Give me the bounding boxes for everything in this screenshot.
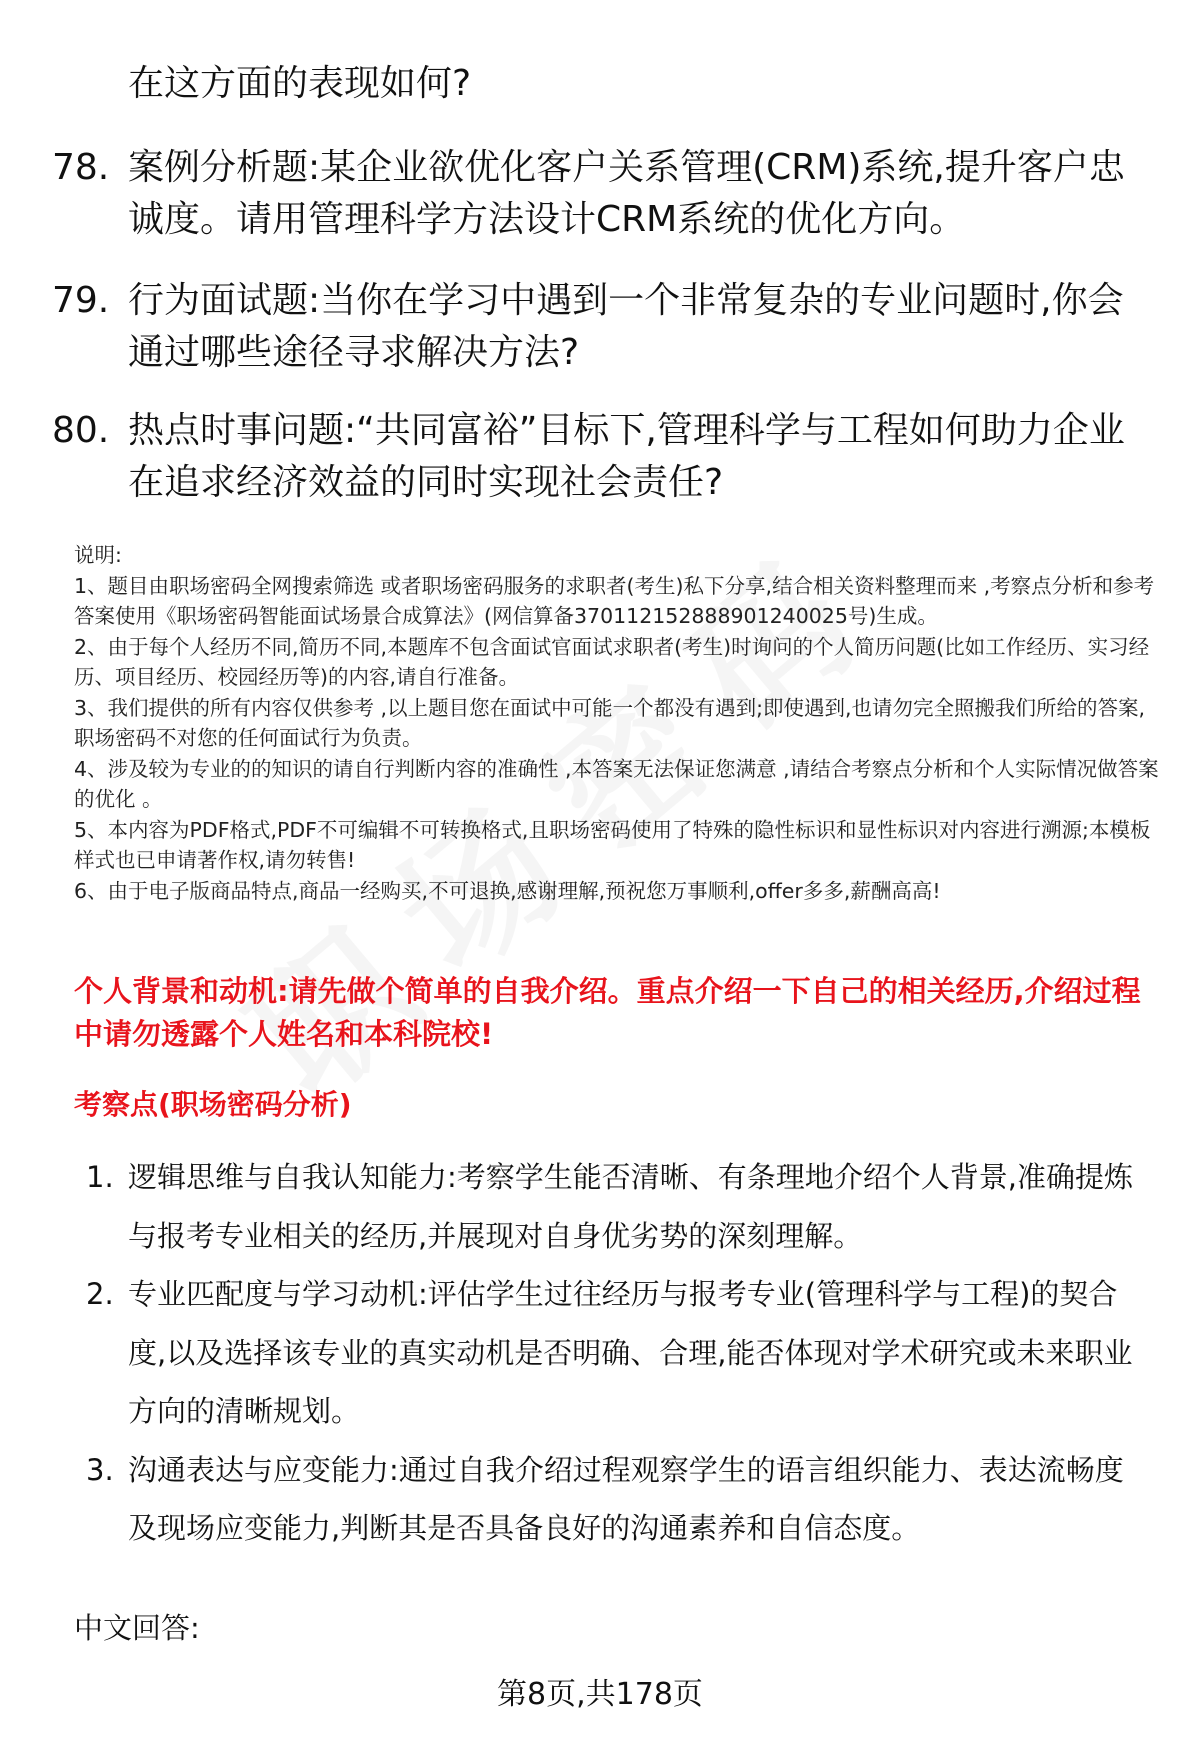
question-77-continuation: 在这方面的表现如何? <box>128 63 472 104</box>
question-number: 78. <box>52 147 110 188</box>
list-item <box>0 1148 1200 1265</box>
notes-item: 4、涉及较为专业的的知识的请自行判断内容的准确性 ,本答案无法保证您满意 ,请结合考察点分析和个人实际情况做答案的优化 。 <box>74 756 1159 811</box>
intro-question-heading: 个人背景和动机:请先做个简单的自我介绍。重点介绍一下自己的相关经历,介绍过程中请勿透露个人姓名和本科院校! <box>74 974 1141 1051</box>
list-item-number: 3. <box>86 1452 114 1487</box>
notes-item: 6、由于电子版商品特点,商品一经购买,不可退换,感谢理解,预祝您万事顺利,offer多多,薪酬高高! <box>74 878 941 903</box>
list-item <box>0 1441 1200 1558</box>
list-item-text: 专业匹配度与学习动机:评估学生过往经历与报考专业(管理科学与工程)的契合度,以及选择该专业的真实动机是否明确、合理,能否体现对学术研究或未来职业方向的清晰规划。 <box>128 1277 1133 1428</box>
notes-title: 说明: <box>74 543 122 567</box>
list-item-text: 逻辑思维与自我认知能力:考察学生能否清晰、有条理地介绍个人背景,准确提炼与报考专业相关的经历,并展现对自身优劣势的深刻理解。 <box>128 1160 1133 1253</box>
list-item-number: 2. <box>86 1277 114 1311</box>
question-text: 热点时事问题:“共同富裕”目标下,管理科学与工程如何助力企业在追求经济效益的同时实现社会责任? <box>128 410 1125 503</box>
notes-item: 3、我们提供的所有内容仅供参考 ,以上题目您在面试中可能一个都没有遇到;即使遇到,也请勿完全照搬我们所给的答案,职场密码不对您的任何面试行为负责。 <box>74 695 1146 750</box>
eval-points-heading: 考察点(职场密码分析) <box>74 1088 352 1121</box>
answer-label: 中文回答: <box>74 1611 200 1645</box>
question-text: 行为面试题:当你在学习中遇到一个非常复杂的专业问题时,你会通过哪些途径寻求解决方法? <box>128 280 1124 373</box>
notes-item: 2、由于每个人经历不同,简历不同,本题库不包含面试官面试求职者(考生)时询问的个人简历问题(比如工作经历、实习经历、项目经历、校园经历等)的内容,请自行准备。 <box>74 634 1150 689</box>
list-item <box>0 1265 1200 1441</box>
question-text: 案例分析题:某企业欲优化客户关系管理(CRM)系统,提升客户忠诚度。请用管理科学方法设计CRM系统的优化方向。 <box>128 147 1125 240</box>
notes-item: 1、题目由职场密码全网搜索筛选 或者职场密码服务的求职者(考生)私下分享,结合相关资料整理而来 ,考察点分析和参考答案使用《职场密码智能面试场景合成算法》(网信算备370112152888901240025号)生成。 <box>74 573 1155 628</box>
question-number: 79. <box>52 280 110 321</box>
list-item-number: 1. <box>86 1160 114 1194</box>
notes-item: 5、本内容为PDF格式,PDF不可编辑不可转换格式,且职场密码使用了特殊的隐性标识和显性标识对内容进行溯源;本模板样式也已申请著作权,请勿转售! <box>74 817 1151 872</box>
page-number: 第8页,共178页 <box>497 1677 703 1712</box>
eval-points-list <box>0 1148 1200 1558</box>
question-number: 80. <box>52 410 110 451</box>
list-item-text: 沟通表达与应变能力:通过自我介绍过程观察学生的语言组织能力、表达流畅度及现场应变能力,判断其是否具备良好的沟通素养和自信态度。 <box>128 1452 1124 1545</box>
notes-section <box>74 540 1159 906</box>
